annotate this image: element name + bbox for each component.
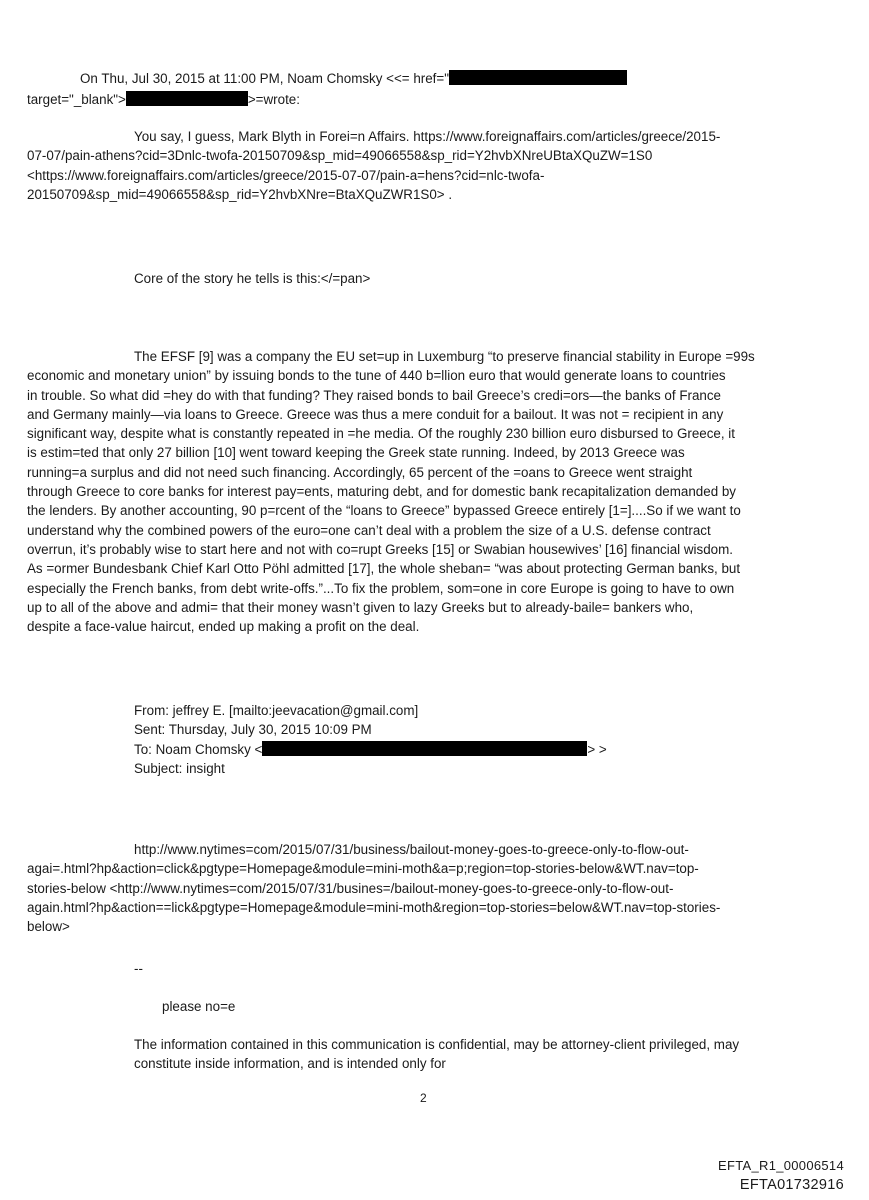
quote-line: significant way, despite what is constantly repeated in =he media. Of the roughly 230 billion euro disbursed to Greece, it — [27, 426, 735, 442]
quote-line: despite a face-value haircut, ended up making a profit on the deal. — [27, 619, 420, 635]
quote-line: especially the French banks, from debt write-offs.”...To fix the problem, som=one in core Europe is going to have to own — [27, 580, 735, 596]
quote-line: in trouble. So what did =hey do with that funding? They raised bonds to bail Greece’s credi=ors—the banks of France — [27, 387, 721, 403]
header-text-1: On Thu, Jul 30, 2015 at 11:00 PM, Noam Chomsky <<= href=" — [80, 71, 449, 86]
quote-line: through Greece to core banks for interest pay=ents, maturing debt, and for domestic bank recapitalization demanded by — [27, 484, 736, 500]
header-text-3: >=wrote: — [247, 92, 300, 107]
disclaimer-line: The information contained in this communication is confidential, may be attorney-client privileged, may — [134, 1037, 740, 1052]
email-to — [134, 740, 607, 759]
redaction-block — [449, 70, 627, 85]
header-line-1 — [80, 69, 627, 88]
header-line-2 — [27, 90, 300, 109]
email-to-label: To: Noam Chomsky < — [134, 741, 263, 757]
quote-line: up to all of the above and admi= that their money wasn’t given to lazy Greeks but to already-baile= bankers who, — [27, 599, 694, 615]
page-number: 2 — [420, 1091, 427, 1105]
quote-line: The EFSF [9] was a company the EU set=up in Luxemburg “to preserve financial stability in Europe =99s — [134, 349, 755, 364]
reply-line: <https://www.foreignaffairs.com/articles/greece/2015-07-07/pain-a=hens?cid=nlc-twofa- — [27, 167, 545, 183]
quote-line: understand why the combined powers of the euro=one can’t deal with a problem the size of a U.S. defense contract — [27, 522, 711, 538]
link-paragraph — [27, 840, 720, 936]
quote-line: running=a surplus and did not need such financing. Accordingly, 65 percent of the =oans to Greece went straight — [27, 464, 693, 480]
disclaimer-line: constitute inside information, and is intended only for — [134, 1056, 446, 1072]
quote-line: overrun, it’s probably wise to start here and not with co=rupt Greeks [15] or Swabian housewives’ [16] financial wisdom. — [27, 541, 733, 557]
email-sent: Sent: Thursday, July 30, 2015 10:09 PM — [134, 722, 372, 738]
email-subject: Subject: insight — [134, 760, 225, 776]
email-header — [134, 701, 607, 778]
link-line: below> — [27, 919, 70, 935]
reply-line: 07-07/pain-athens?cid=3Dnlc-twofa-20150709&sp_mid=49066558&sp_rid=Y2hvbXNreUBtaXQuZW=1S0 — [27, 148, 653, 164]
link-line: again.html?hp&action==lick&pgtype=Homepage&module=mini-moth&region=top-stories=below&WT.nav=top-stories- — [27, 899, 721, 915]
redaction-block — [126, 91, 248, 106]
email-to-end: > > — [587, 741, 607, 757]
reply-paragraph — [27, 127, 720, 204]
signature-note: please no=e — [162, 999, 236, 1014]
quote-paragraph — [27, 347, 755, 636]
quote-line: economic and monetary union” by issuing bonds to the tune of 440 b=llion euro that would generate loans to countries — [27, 368, 726, 384]
link-line: http://www.nytimes=com/2015/07/31/business/bailout-money-goes-to-greece-only-to-flow-out- — [134, 842, 689, 857]
quote-line: As =ormer Bundesbank Chief Karl Otto Pöhl admitted [17], the whole sheban= “was about protecting German banks, but — [27, 561, 741, 577]
bates-number-1: EFTA_R1_00006514 — [718, 1158, 844, 1173]
email-from: From: jeffrey E. [mailto:jeevacation@gmail.com] — [134, 703, 419, 718]
link-line: stories-below <http://www.nytimes=com/2015/07/31/busines=/bailout-money-goes-to-greece-only-to-flow-out- — [27, 880, 674, 896]
bates-number-2: EFTA01732916 — [739, 1177, 844, 1193]
core-line: Core of the story he tells is this:</=pan> — [134, 271, 371, 286]
link-line: agai=.html?hp&action=click&pgtype=Homepage&module=mini-moth&a=p;region=top-stories-below&WT.nav=top- — [27, 861, 699, 877]
quote-line: the lenders. By another accounting, 90 p=rcent of the “loans to Greece” bypassed Greece entirely [1=]....So if we want to — [27, 503, 741, 519]
quote-line: is estim=ted that only 27 billion [10] went toward keeping the Greek state running. Indeed, by 2013 Greece was — [27, 445, 685, 461]
quote-line: and Germany mainly—via loans to Greece. Greece was thus a mere conduit for a bailout. It was not = recipient in any — [27, 406, 724, 422]
signature-dashes: -- — [134, 961, 143, 976]
header-text-2: target="_blank"> — [27, 92, 126, 107]
redaction-block — [262, 741, 587, 756]
disclaimer-paragraph — [134, 1035, 739, 1074]
reply-line: 20150709&sp_mid=49066558&sp_rid=Y2hvbXNre=BtaXQuZWR1S0> . — [27, 186, 453, 202]
reply-line: You say, I guess, Mark Blyth in Forei=n Affairs. https://www.foreignaffairs.com/articles/greece/2015- — [134, 129, 721, 144]
